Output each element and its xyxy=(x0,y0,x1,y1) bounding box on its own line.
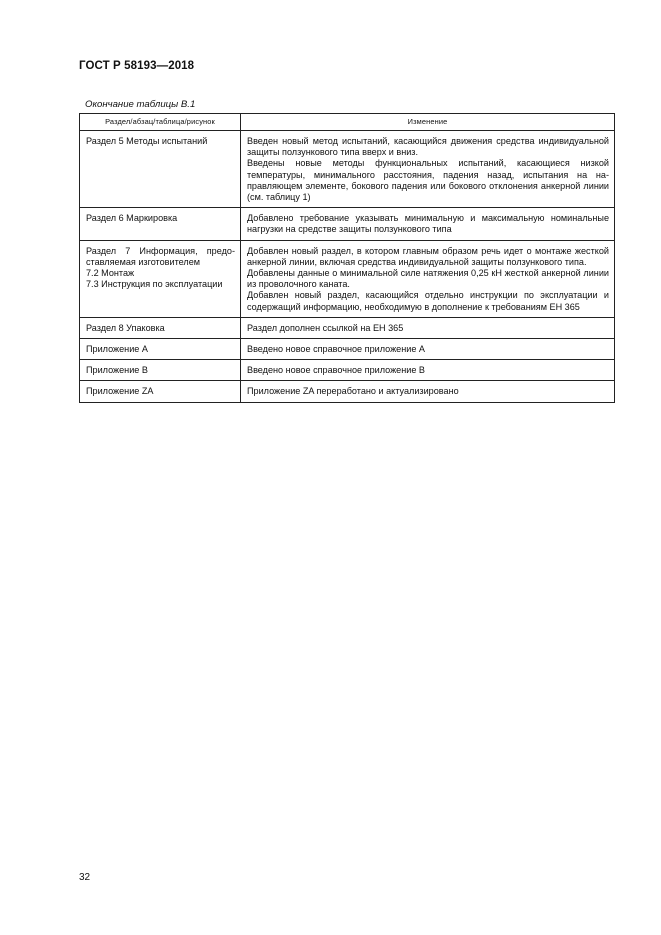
change-text: Введено новое справочное приложение А xyxy=(247,344,425,355)
section-text: Раздел 6 Маркировка xyxy=(86,213,178,224)
table-header-row xyxy=(80,114,615,131)
change-cell xyxy=(241,131,615,208)
change-cell xyxy=(241,317,615,338)
section-cell xyxy=(80,317,241,338)
section-cell xyxy=(80,360,241,381)
section-text: Раздел 8 Упаковка xyxy=(86,322,165,333)
section-text: 7.3 Инструкция по эксплуатации xyxy=(86,279,223,290)
document-code: ГОСТ Р 58193—2018 xyxy=(79,60,195,72)
change-cell xyxy=(241,339,615,360)
change-cell xyxy=(241,208,615,240)
section-text: Раздел 5 Методы испытаний xyxy=(86,136,208,146)
section-cell xyxy=(80,381,241,402)
section-cell xyxy=(80,339,241,360)
table-row xyxy=(80,240,615,317)
change-text: Добавлены данные о минимальной силе натяжения 0,25 кН жесткой анкерной линии из проволочного каната. xyxy=(247,268,609,290)
change-text: Добавлено требование указывать минимальную и максимальную номинальные нагрузки на средстве защиты ползункового типа xyxy=(247,213,609,235)
section-text: 7.2 Монтаж xyxy=(86,268,135,279)
change-cell xyxy=(241,240,615,317)
table-row xyxy=(80,131,615,208)
change-cell xyxy=(241,360,615,381)
change-text: Введен новый метод испытаний, касающийся движения средства индивидуальной защиты ползункового типа вверх и вниз. xyxy=(247,136,609,158)
table-row xyxy=(80,208,615,240)
table-row xyxy=(80,381,615,402)
table-row xyxy=(80,317,615,338)
table-caption: Окончание таблицы В.1 xyxy=(85,99,196,110)
section-text: Приложение ZA xyxy=(86,386,154,397)
section-cell xyxy=(80,131,241,208)
section-text: Раздел 7 Информация, предоставляемая изготовителем xyxy=(86,245,235,267)
change-text: Добавлен новый раздел, касающийся отдельно инструкции по эксплуатации и содержащий информацию, необходимую в дополнение к требованиям ЕН 365 xyxy=(247,290,609,312)
page-number: 32 xyxy=(79,872,91,883)
section-text: Приложение А xyxy=(86,344,148,355)
table-row xyxy=(80,339,615,360)
table-row xyxy=(80,360,615,381)
change-text: Раздел дополнен ссылкой на ЕН 365 xyxy=(247,322,404,333)
column-header-section: Раздел/абзац/таблица/рисунок xyxy=(80,114,241,131)
column-header-change: Изменение xyxy=(241,114,615,131)
change-text: Введено новое справочное приложение В xyxy=(247,365,425,376)
change-cell xyxy=(241,381,615,402)
section-cell xyxy=(80,240,241,317)
section-cell xyxy=(80,208,241,240)
change-text: Добавлен новый раздел, в котором главным образом речь идет о монтаже жесткой анкерной линии, включая средства индивидуальной защиты ползункового типа. xyxy=(247,245,609,267)
section-text: Приложение В xyxy=(86,365,148,376)
change-text: Приложение ZA переработано и актуализировано xyxy=(247,386,459,397)
change-table xyxy=(79,113,615,403)
change-table-container xyxy=(79,113,614,403)
change-text: Введены новые методы функциональных испытаний, касающиеся низкой температуры, минимального расстояния, падения назад, испытания на направляющем элементе, бокового падения или бокового отклонения анкерной линии (см. таблицу 1) xyxy=(247,158,609,203)
